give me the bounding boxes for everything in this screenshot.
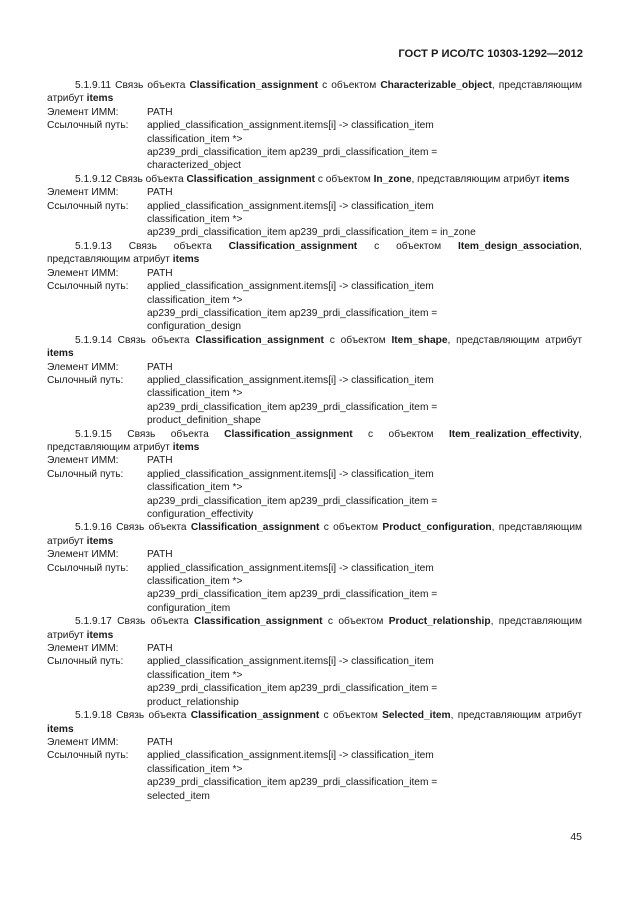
reference-path-value [147, 280, 582, 334]
section-number: 5.1.9.15 [75, 428, 112, 440]
heading-text: с объектом [314, 173, 374, 185]
reference-path-value [147, 119, 582, 173]
reference-path-line: ap239_prdi_classification_item ap239_prdi_classification_item = [147, 589, 438, 601]
reference-path-line: classification_item *> [147, 482, 243, 494]
heading-text: Связь объекта [111, 80, 190, 91]
reference-path-line: applied_classification_assignment.items[i] -> classification_item [147, 120, 434, 132]
element-row [47, 454, 582, 467]
reference-path-line: applied_classification_assignment.items[i] -> classification_item [147, 281, 434, 293]
element-row [47, 267, 582, 280]
reference-path-line: classification_item *> [147, 133, 243, 145]
mapping-section [47, 428, 582, 522]
section-heading [47, 79, 582, 106]
element-label: Элемент ИММ: [47, 361, 119, 373]
heading-text: Связь объекта [111, 522, 191, 534]
heading-text: Связь объекта [111, 428, 225, 440]
reference-path-line: applied_classification_assignment.items[i] -> classification_item [147, 656, 434, 668]
heading-text: с объектом [357, 240, 458, 252]
section-number: 5.1.9.14 [75, 334, 112, 346]
entity-name: Classification_assignment [190, 710, 320, 722]
reference-path-value [147, 200, 582, 240]
attribute-name: items [172, 254, 200, 266]
reference-path-line: applied_classification_assignment.items[i] -> classification_item [147, 750, 434, 762]
reference-path-line: configuration_item [147, 602, 231, 614]
entity-name: Classification_assignment [186, 173, 315, 185]
attribute-name: items [86, 629, 114, 641]
heading-text: , представляющим атрибут [447, 334, 583, 346]
reference-path-row [47, 200, 582, 240]
reference-path-row [47, 749, 582, 803]
reference-path-line: ap239_prdi_classification_item ap239_prdi_classification_item = [147, 307, 438, 319]
reference-path-line: applied_classification_assignment.items[i] -> classification_item [147, 374, 434, 386]
attribute-name: items [47, 348, 74, 360]
element-row [47, 548, 582, 561]
element-label: Элемент ИММ: [47, 549, 119, 561]
section-heading [47, 240, 582, 267]
reference-path-row [47, 280, 582, 334]
section-number: 5.1.9.11 [75, 80, 112, 91]
heading-text: Связь объекта [111, 334, 196, 346]
reference-path-label: Ссылочный путь: [47, 281, 129, 293]
target-object-name: In_zone [373, 173, 412, 185]
element-label: Элемент ИММ: [47, 187, 119, 199]
reference-path-line: classification_item *> [147, 763, 243, 775]
mapping-section [47, 709, 582, 803]
heading-text: , представляющим атрибут [47, 428, 583, 453]
element-value: PATH [147, 106, 173, 118]
element-label: Элемент ИММ: [47, 736, 119, 748]
document-body [47, 79, 582, 803]
section-number: 5.1.9.12 [75, 173, 112, 185]
target-object-name: Product_relationship [388, 616, 491, 628]
reference-path-row [47, 468, 582, 522]
reference-path-label: Ссылочный путь: [47, 120, 129, 132]
mapping-section [47, 334, 582, 428]
section-heading [47, 428, 582, 455]
attribute-name: items [86, 93, 114, 105]
element-value: PATH [147, 361, 173, 373]
element-row [47, 186, 582, 199]
attribute-name: items [542, 173, 570, 185]
mapping-section [47, 615, 582, 709]
reference-path-row [47, 374, 582, 428]
element-label: Элемент ИММ: [47, 643, 119, 655]
section-heading [47, 709, 582, 736]
reference-path-line: ap239_prdi_classification_item ap239_prdi_classification_item = [147, 147, 438, 159]
element-value: PATH [147, 643, 173, 655]
mapping-section [47, 79, 582, 173]
target-object-name: Product_configuration [382, 522, 492, 534]
heading-text: с объектом [322, 616, 389, 628]
reference-path-line: classification_item *> [147, 669, 243, 681]
heading-text: Связь объекта [111, 710, 191, 722]
reference-path-line: ap239_prdi_classification_item ap239_prdi_classification_item = [147, 401, 438, 413]
reference-path-line: applied_classification_assignment.items[i] -> classification_item [147, 468, 434, 480]
element-row [47, 361, 582, 374]
attribute-name: items [47, 723, 74, 735]
heading-text: Связь объекта [111, 173, 187, 185]
reference-path-line: applied_classification_assignment.items[i] -> classification_item [147, 200, 434, 212]
reference-path-line: applied_classification_assignment.items[i] -> classification_item [147, 562, 434, 574]
reference-path-value [147, 749, 582, 803]
heading-text: Связь объекта [111, 616, 195, 628]
reference-path-line: configuration_design [147, 321, 242, 333]
section-number: 5.1.9.18 [75, 710, 112, 722]
page-number: 45 [570, 831, 582, 843]
element-value: PATH [147, 736, 173, 748]
attribute-name: items [86, 535, 114, 547]
section-heading [47, 173, 582, 186]
attribute-name: items [172, 441, 200, 453]
heading-text: с объектом [319, 710, 383, 722]
element-value: PATH [147, 549, 173, 561]
reference-path-line: product_definition_shape [147, 415, 261, 427]
target-object-name: Item_realization_effectivity [448, 428, 580, 440]
section-heading [47, 615, 582, 642]
reference-path-value [147, 562, 582, 616]
section-heading [47, 521, 582, 548]
element-label: Элемент ИММ: [47, 267, 119, 279]
reference-path-line: selected_item [147, 790, 210, 802]
reference-path-line: ap239_prdi_classification_item ap239_prdi_classification_item = [147, 777, 438, 789]
mapping-section [47, 521, 582, 615]
reference-path-label: Сылочный путь: [47, 374, 124, 386]
reference-path-label: Сылочный путь: [47, 656, 124, 668]
reference-path-line: classification_item *> [147, 294, 243, 306]
reference-path-line: ap239_prdi_classification_item ap239_prdi_classification_item = [147, 683, 438, 695]
reference-path-line: product_relationship [147, 696, 239, 708]
element-row [47, 736, 582, 749]
entity-name: Classification_assignment [224, 428, 353, 440]
entity-name: Classification_assignment [190, 522, 320, 534]
heading-text: , представляющим атрибут [47, 616, 582, 641]
element-label: Элемент ИММ: [47, 106, 119, 118]
heading-text: с объектом [317, 80, 381, 91]
reference-path-label: Сылочный путь: [47, 468, 124, 480]
heading-text: , представляющим атрибут [47, 80, 583, 105]
target-object-name: Characterizable_object [380, 80, 492, 91]
heading-text: с объектом [352, 428, 449, 440]
reference-path-label: Ссылочный путь: [47, 750, 129, 762]
entity-name: Classification_assignment [195, 334, 324, 346]
element-label: Элемент ИММ: [47, 455, 119, 467]
target-object-name: Item_design_association [458, 240, 580, 252]
reference-path-row [47, 119, 582, 173]
reference-path-value [147, 655, 582, 709]
entity-name: Classification_assignment [228, 240, 358, 252]
element-value: PATH [147, 455, 173, 467]
element-row [47, 106, 582, 119]
section-heading [47, 334, 582, 361]
entity-name: Classification_assignment [189, 80, 318, 91]
reference-path-row [47, 655, 582, 709]
entity-name: Classification_assignment [194, 616, 323, 628]
section-number: 5.1.9.16 [75, 522, 112, 534]
reference-path-value [147, 468, 582, 522]
standard-header: ГОСТ Р ИСО/ТС 10303-1292—2012 [398, 48, 583, 60]
heading-text: с объектом [323, 334, 392, 346]
heading-text: , представляющим атрибут [411, 173, 543, 185]
reference-path-label: Ссылочный путь: [47, 562, 129, 574]
mapping-section [47, 240, 582, 334]
reference-path-line: configuration_effectivity [147, 509, 254, 520]
reference-path-label: Ссылочный путь: [47, 200, 129, 212]
reference-path-line: ap239_prdi_classification_item ap239_prdi_classification_item = [147, 495, 438, 507]
heading-text: , представляющим атрибут [47, 522, 583, 547]
heading-text: , представляющим атрибут [47, 240, 583, 266]
reference-path-row [47, 562, 582, 616]
element-value: PATH [147, 187, 173, 199]
reference-path-line: classification_item *> [147, 388, 243, 400]
reference-path-line: classification_item *> [147, 214, 243, 226]
heading-text: Связь объекта [111, 240, 229, 252]
element-row [47, 642, 582, 655]
heading-text: с объектом [319, 522, 383, 534]
reference-path-value [147, 374, 582, 428]
reference-path-line: classification_item *> [147, 576, 243, 588]
reference-path-line: ap239_prdi_classification_item ap239_prdi_classification_item = in_zone [147, 227, 476, 239]
target-object-name: Item_shape [391, 334, 448, 346]
element-value: PATH [147, 267, 173, 279]
mapping-section [47, 173, 582, 240]
reference-path-line: characterized_object [147, 160, 242, 172]
section-number: 5.1.9.13 [75, 240, 112, 252]
heading-text: , представляющим атрибут [450, 710, 583, 722]
target-object-name: Selected_item [382, 710, 451, 722]
section-number: 5.1.9.17 [75, 616, 112, 628]
